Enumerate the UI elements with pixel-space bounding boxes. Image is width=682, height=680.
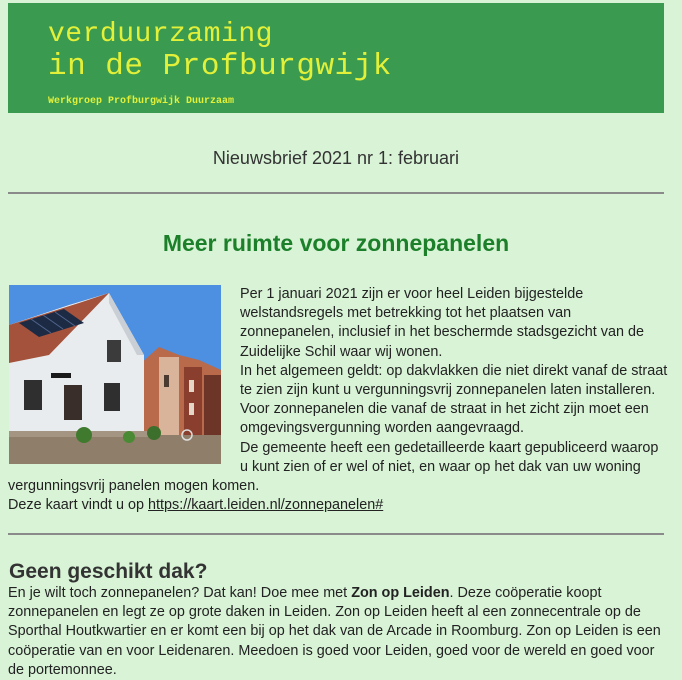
section-heading: Geen geschikt dak? xyxy=(9,560,208,583)
section-body xyxy=(8,584,668,680)
article-heading: Meer ruimte voor zonnepanelen xyxy=(162,230,510,256)
banner-title-line2: in de Profburgwijk xyxy=(48,49,392,84)
banner-title-line1: verduurzaming xyxy=(48,19,273,50)
zon-op-leiden-bold: Zon op Leiden xyxy=(351,585,450,601)
section-text-b: . Deze coöperatie koopt zonnepanelen en legt ze op grote daken in Leiden. Zon op Leiden heeft al een zonnecentrale op de Sporthal Houtkwartier en er komt een bij op het dak van de Arcade in Roomburg. Zon op Leiden is een coöperatie van en voor Leidenaren. Meedoen is goed voor Leiden, goed voor de wereld en goed voor de portemonnee. xyxy=(8,585,661,678)
map-link[interactable]: https://kaart.leiden.nl/zonnepanelen# xyxy=(148,497,384,514)
banner-subtitle: Werkgroep Profburgwijk Duurzaam xyxy=(48,96,235,107)
article-body xyxy=(8,285,668,515)
section-text-a: En je wilt toch zonnepanelen? Dat kan! Doe mee met xyxy=(8,585,352,601)
article-paragraph-2: In het algemeen geldt: op dakvlakken die niet direkt vanaf de straat te zien zijn kunt u vergunningsvrij zonnepanelen laten installeren. Voor zonnepanelen die vanaf de straat in het zicht zijn moet een omgevingsvergunning worden aangevraagd. xyxy=(240,362,668,437)
newsletter-label: Nieuwsbrief 2021 nr 1: februari xyxy=(212,148,460,168)
article-paragraph-1: Per 1 januari 2021 zijn er voor heel Leiden bijgestelde welstandsregels met betrekking tot het plaatsen van zonnepanelen, inclusief in het beschermde stadsgezicht van de Zuidelijke Schil waar wij wonen. xyxy=(240,286,644,360)
header-banner xyxy=(8,3,664,113)
article-paragraph-3: De gemeente heeft een gedetailleerde kaart gepubliceerd waarop u kunt zien of er wel of niet, en waar op het dak van uw woning vergunningsvrij panelen mogen komen. xyxy=(8,439,659,495)
divider xyxy=(8,192,664,194)
divider xyxy=(8,533,664,535)
map-link-prefix: Deze kaart vindt u op xyxy=(8,497,148,514)
